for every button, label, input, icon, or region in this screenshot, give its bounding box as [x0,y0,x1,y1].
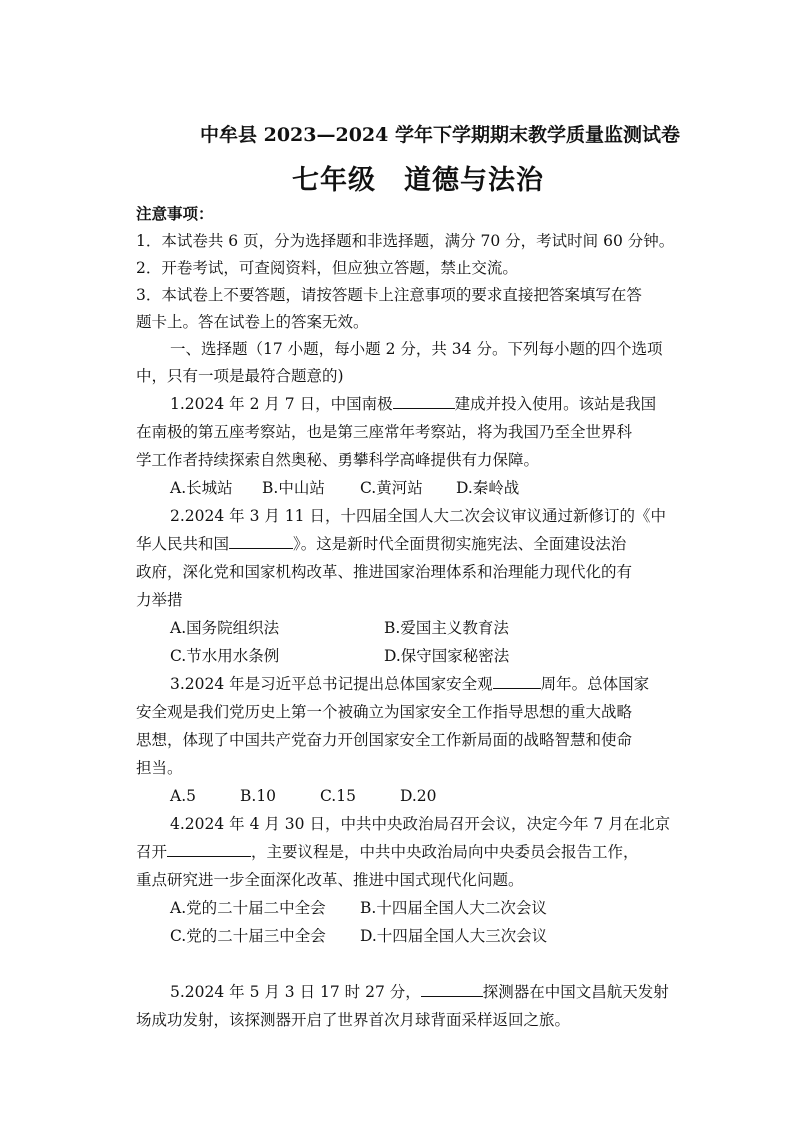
question-1-option-c: C.黄河站 [360,479,423,497]
answer-blank [393,394,455,409]
question-2-line1: 2.2024 年 3 月 11 日，十四届全国人大二次会议审议通过新修订的《中 [170,507,666,525]
notice-heading: 注意事项： [136,204,214,223]
question-4-option-c: C.党的二十届三中全会 [170,927,326,945]
question-1-line2: 在南极的第五座考察站，也是第三座常年考察站，将为我国乃至全世界科 [136,423,633,441]
question-2-option-d: D.保守国家秘密法 [384,647,510,665]
question-3-option-d: D.20 [400,787,437,805]
question-1-stem: 1.2024 年 2 月 7 日，中国南极 建成并投入使用。该站是我国 [170,395,657,413]
section-heading-line1: 一、选择题（17 小题，每小题 2 分，共 34 分。下列每小题的四个选项 [170,340,663,358]
notice-item-2: 2．开卷考试，可查阅资料，但应独立答题，禁止交流。 [136,259,518,277]
question-2-option-a: A.国务院组织法 [170,619,280,637]
answer-blank [229,534,293,549]
question-2-option-c: C.节水用水条例 [170,647,280,665]
exam-subtitle: 七年级 道德与法治 [292,165,544,196]
question-1-option-b: B.中山站 [262,479,325,497]
answer-blank [167,842,251,857]
notice-item-3-line2: 题卡上。答在试卷上的答案无效。 [136,313,369,331]
question-4-stem: 召开 ，主要议程是，中共中央政治局向中央委员会报告工作， [136,843,639,861]
question-2-line4: 力举措 [136,591,183,609]
question-4-line3: 重点研究进一步全面深化改革、推进中国式现代化问题。 [136,871,524,889]
section-heading-line2: 中，只有一项是最符合题意的) [136,367,344,385]
question-4-option-a: A.党的二十届二中全会 [170,899,326,917]
question-5-stem: 5.2024 年 5 月 3 日 17 时 27 分， 探测器在中国文昌航天发射 [170,983,669,1001]
question-1-option-d: D.秦岭战 [456,479,520,497]
question-3-line2: 安全观是我们党历史上第一个被确立为国家安全工作指导思想的重大战略 [136,703,633,721]
answer-blank [421,982,483,997]
question-2-line3: 政府，深化党和国家机构改革、推进国家治理体系和治理能力现代化的有 [136,563,633,581]
question-3-option-b: B.10 [240,787,277,805]
question-4-option-d: D.十四届全国人大三次会议 [360,927,548,945]
notice-item-1: 1．本试卷共 6 页，分为选择题和非选择题，满分 70 分，考试时间 60 分钟。 [136,232,675,250]
question-3-stem: 3.2024 年是习近平总书记提出总体国家安全观 周年。总体国家 [170,675,650,693]
question-3-line3: 思想，体现了中国共产党奋力开创国家安全工作新局面的战略智慧和使命 [136,731,633,749]
question-3-line4: 担当。 [136,759,183,777]
question-1-line3: 学工作者持续探索自然奥秘、勇攀科学高峰提供有力保障。 [136,451,540,469]
question-3-option-c: C.15 [320,787,356,805]
notice-item-3-line1: 3．本试卷上不要答题，请按答题卡上注意事项的要求直接把答案填写在答 [136,286,642,304]
question-4-option-b: B.十四届全国人大二次会议 [360,899,547,917]
question-1-option-a: A.长城站 [170,479,233,497]
question-5-line2: 场成功发射，该探测器开启了世界首次月球背面采样返回之旅。 [136,1011,571,1029]
exam-title: 中牟县 2023—2024 学年下学期期末教学质量监测试卷 [200,124,680,146]
answer-blank [493,674,541,689]
question-4-line1: 4.2024 年 4 月 30 日，中共中央政治局召开会议，决定今年 7 月在北京 [170,815,671,833]
question-2-stem: 华人民共和国 》。这是新时代全面贯彻实施宪法、全面建设法治 [136,535,627,553]
question-3-option-a: A.5 [170,787,196,805]
question-2-option-b: B.爱国主义教育法 [384,619,509,637]
